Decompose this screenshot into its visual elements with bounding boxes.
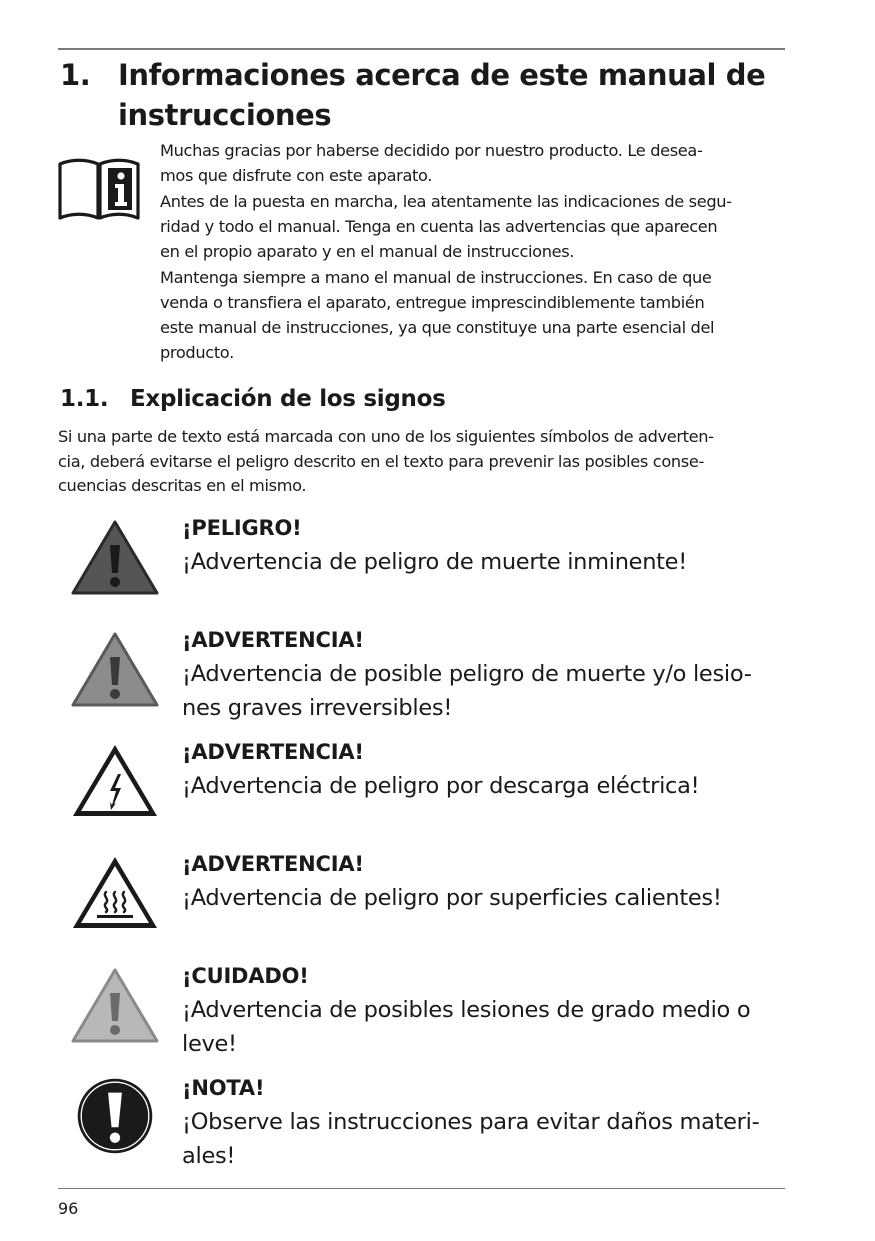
text-line: venda o transfiera el aparato, entregue imprescindiblemente también xyxy=(160,293,705,312)
intro-text xyxy=(160,138,784,366)
page-number: 96 xyxy=(58,1199,79,1218)
text-line: nes graves irreversibles! xyxy=(182,695,453,721)
danger-triangle-icon xyxy=(70,519,160,597)
sign-description xyxy=(182,1105,782,1173)
section-title xyxy=(118,55,798,135)
text-line: producto. xyxy=(160,343,234,362)
text-line: este manual de instrucciones, ya que constituye una parte esencial del xyxy=(160,318,715,337)
bottom-rule xyxy=(58,1188,785,1189)
text-line: mos que disfrute con este aparato. xyxy=(160,166,433,185)
text-line: ¡Advertencia de peligro por superficies calientes! xyxy=(182,885,722,911)
sign-description xyxy=(182,881,782,915)
sign-description xyxy=(182,993,782,1061)
text-line: ales! xyxy=(182,1143,236,1169)
sign-description xyxy=(182,657,782,725)
electric-shock-icon xyxy=(70,742,160,820)
top-rule xyxy=(58,48,785,50)
text-line: en el propio aparato y en el manual de instrucciones. xyxy=(160,242,575,261)
sign-title: ¡ADVERTENCIA! xyxy=(182,740,364,764)
note-exclamation-icon xyxy=(70,1077,160,1155)
sign-title: ¡ADVERTENCIA! xyxy=(182,852,364,876)
signs-explanation xyxy=(58,425,788,499)
text-line: leve! xyxy=(182,1031,237,1057)
intro-paragraph xyxy=(160,189,784,264)
sign-title: ¡NOTA! xyxy=(182,1076,265,1100)
hot-surface-icon xyxy=(70,854,160,932)
intro-paragraph xyxy=(160,265,784,365)
text-line: ¡Advertencia de peligro por descarga eléctrica! xyxy=(182,773,700,799)
text-line: ¡Advertencia de posible peligro de muerte y/o lesio- xyxy=(182,661,752,687)
text-line: cia, deberá evitarse el peligro descrito en el texto para prevenir las posibles conse- xyxy=(58,451,704,471)
text-line: ¡Advertencia de posibles lesiones de grado medio o xyxy=(182,997,751,1023)
sign-title: ¡ADVERTENCIA! xyxy=(182,628,364,652)
info-manual-icon xyxy=(56,158,142,222)
caution-triangle-icon xyxy=(70,967,160,1045)
subsection-number: 1.1. xyxy=(60,386,109,412)
text-line: ¡Observe las instrucciones para evitar daños materi- xyxy=(182,1109,760,1135)
section-title-line: instrucciones xyxy=(118,98,332,132)
intro-paragraph xyxy=(160,138,784,188)
text-line: Antes de la puesta en marcha, lea atentamente las indicaciones de segu- xyxy=(160,192,732,211)
section-number: 1. xyxy=(60,58,91,92)
sign-description xyxy=(182,769,782,803)
sign-title: ¡CUIDADO! xyxy=(182,964,309,988)
text-line: ¡Advertencia de peligro de muerte inminente! xyxy=(182,549,687,575)
text-line: Muchas gracias por haberse decidido por nuestro producto. Le desea- xyxy=(160,141,703,160)
text-line: ridad y todo el manual. Tenga en cuenta las advertencias que aparecen xyxy=(160,217,718,236)
text-line: cuencias descritas en el mismo. xyxy=(58,476,307,495)
section-title-line: Informaciones acerca de este manual de xyxy=(118,58,766,92)
text-line: Mantenga siempre a mano el manual de instrucciones. En caso de que xyxy=(160,268,712,287)
warning-triangle-icon xyxy=(70,631,160,709)
sign-title: ¡PELIGRO! xyxy=(182,516,302,540)
sign-description xyxy=(182,545,782,579)
text-line: Si una parte de texto está marcada con uno de los siguientes símbolos de adverten- xyxy=(58,427,714,446)
subsection-title: Explicación de los signos xyxy=(130,386,446,412)
